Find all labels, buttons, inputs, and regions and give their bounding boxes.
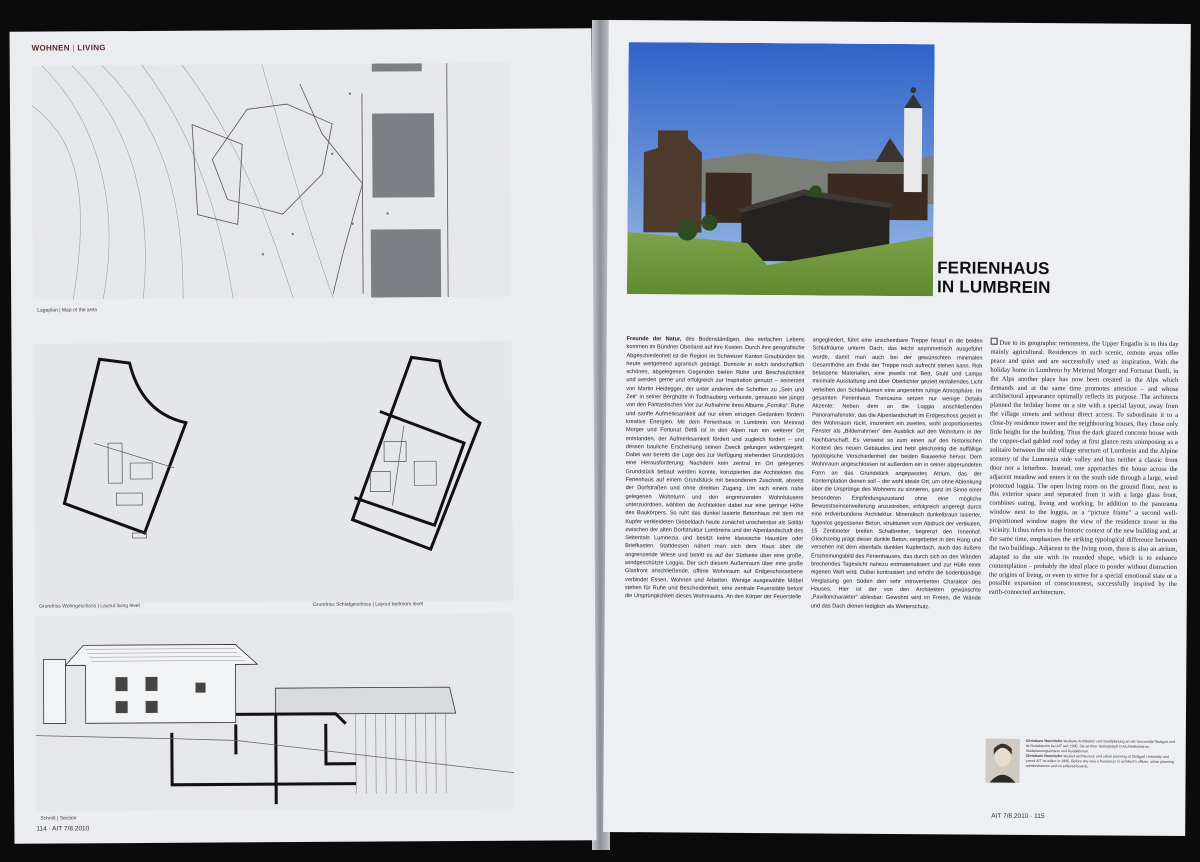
section-label: WOHNEN: [31, 43, 70, 53]
title-line-1: FERIENHAUS: [937, 258, 1050, 279]
title-line-2: IN LUMBREIN: [936, 277, 1051, 298]
page-number-right: AIT 7/8.2010 · 115: [991, 812, 1045, 821]
article-text-german-1: Freunde der Natur, des Bodenständigen, des einfachen Lebens kommen im Bündner Oberland auf ihre Kosten. Durch ihre geografische Abgeschiedenheit ist die Region im Schweizer Kanton Graubünden bis heute weitgehend agrarisch geprägt. Domizile in solch landschaftlich schönen, abgelegenen Gegenden bieten Ruhe und Beschaulichkeit und werden gerne und erfolgreich zur Inspiration genutzt – seinerzeit von Martin Heidegger, der unter anderem die Schriften zu „Sein und Zeit“ in seiner Berghütte in Todtnauberg verfasste, genauso wie jüngst von den Fantastischen Vier zur Aufnahme ihres Albums „Fornika“. Ruhe und sanfte Aufmerksamkeit auf nur einen einzigen Gedanken fördern kreative Energien. Mit dem Ferienhaus in Lumbrein von Meinrad Morger und Fortunat Dettli ist in den Alpen nun ein weiterer Ort entstanden, der Aufmerksamkeit fördert und zugleich fordert – und dessen bauliche Erscheinung seinen Zweck gelungen widerspiegelt. Dabei war bereits die Lage des zur Verfügung stehenden Grundstücks eine Herausforderung: Nachdem kein zentral im Ort gelegenes Grundstück bebaut werden konnte, konzipierten die Architekten das Ferienhaus auf einem Grundstück mit besonderem Zuschnitt, abseits der Dorfstraßen und ohne direkten Zugang. Um sich einem nahe gelegenen Wohnturm und den angrenzenden Wohnhäusern unterzuordnen, wählten die Architekten dabei nur eine geringe Höhe des Baukörpers. So ruht das dunkel lasierte Betonhaus mit dem mit Kupfer verkleideten Giebeldach heute zunächst unscheinbar als Solitär zwischen der alten Dorfstruktur Lumbreins und der Alpenlandschaft des Seitentals Lumnezia und besitzt keine klassische Haustüre oder Briefkasten. Stattdessen nähert man sich dem Haus über die angrenzende Wiese und betritt es auf der Südseite über eine große, windgeschützte Loggia. Der sich diesem Außenraum über eine große Glasfront anschließende, offene Wohnraum auf Erdgeschossebene verbindet Essen, Wohnen und Arbeiten. Wenige ausgewählte Möbel stehen für Ruhe und Bescheidenheit, eine zentrale Feuerstätte betont die Ursprünglichkeit dieses Wohnraums. An den Körper der Feuerstelle: [624, 336, 805, 601]
caption-section: Schnitt | Section: [40, 815, 77, 822]
house-photo: [627, 42, 935, 296]
floor-plans-panel: [33, 341, 513, 604]
article-text-english: Due to its geographic remoteness, the Upper Engadin is to this day mainly agricultural. Residences in such scenic, remote areas offer peace and quiet and are successfully used as inspiration. With the holiday home in Lumbrein by Meinrad Morger and Fortunat Dettli, in the Alps another place has now been created in the Alps which demands and at the same time promotes attention – and whose architectural appearance optimally reflects its purpose. The architects planned the holiday home on a site with a special layout, away from the village streets and without direct access. To subordinate it to a close-by residence tower and the neighbouring houses, they chose only little height for the building. Thus the dark glazed concrete house with the copper-clad gabled roof today at first glance rests unimposing as a solitaire between the old village structure of Lumbrein and the Alpine scenery of the Lumnezia side valley and has neither a classic front door nor a letterbox. Instead, one approaches the house across the adjacent meadow and enters it on the south side through a large, wind protected loggia. The open living room on the ground floor, next to this exterior space and separated from it with a large glass front, combines eating, living and working. In addition to the panorama window next to the loggia, as a “picture frame” a second well-proportioned window stages the view of the residence tower in the vicinity. It thus refers to the historic context of the new building and, at the same time, emphasizes the striking typological difference between the two buildings. Adjacent to the living room, there is also an atrium, adapted to the site with its rounded shape, which is to enhance contemplation – probably the ideal place to ponder without distraction the origins of living, or even to strive for a special emotional state or a possible expansion of consciousness, successfully inspired by the earth-connected architecture.: [988, 338, 1179, 735]
article-title: [937, 258, 1051, 297]
section-header: WOHNEN | LIVING: [31, 43, 106, 53]
section-label-en: LIVING: [77, 43, 106, 53]
floor-plan-bedrooms: [352, 357, 481, 550]
lead-in: Freunde der Natur,: [626, 336, 682, 343]
square-bullet-icon: [991, 338, 998, 345]
site-plan-drawing: [32, 63, 511, 300]
bio-text: Christiane Nunnhofer studierte Architektur und Stadtplanung an der Universität Stuttgart und ist Redakteurin bei AIT seit 1995. Sie ist Ihrer Heimatstadt in Architekturbüros, Stadtplanungsämtern und Redaktionen. Christiane Nunnhofer studied architecture and urban planning at Stuttgart University and joined AIT as editor in 1995. Before she was a freelancer in architect's offices, urban planning administrations and on editorial boards.: [1025, 738, 1176, 769]
section-drawing: [35, 613, 514, 812]
caption-floor-living: Grundriss Wohngeschoss | Layout living level: [39, 603, 140, 610]
author-bio: [985, 739, 1177, 788]
article-text-german-2: angegliedert, führt eine unscheinbare Treppe hinauf in die beiden Schlafräume unterm Dach, das leicht asymmetrisch ausgeführt wurde, damit man auch bei der gewünschten minimalen Gesamthöhe am Ende der Treppe noch aufrecht stehen kann. Roh belassene Materialien, eine jeweils mit Bett, Stuhl und Lampe minimale Ausstattung und über Oberlichter gezielt einfallendes Licht verleihen den Schlafräumen eine angenehm ruhige Atmosphäre. Im gesamten Ferienhaus Trancauna setzen nur wenige Details Akzente: Neben dem an die Loggia anschließenden Panoramafenster, das die Alpenlandschaft im Erdgeschoss gezielt in den Wohnraum rückt, inszeniert ein zweites, wohl proportioniertes Fenster als „Bilderrahmen“ den Ausblick auf den Wohnturm in der Nachbarschaft. Es verweist so zum einen auf den historischen Kontext des neuen Gebäudes und hebt gleichzeitig die auffällige typologische Verschiedenheit der beiden Bauwerke hervor. Dem Wohnraum angeschlossen ist außerdem ein in seiner abgerundeten Form an das Grundstück angepasstes Atrium, das der Kontemplation dienen soll – der wohl ideale Ort, um ohne Ablenkung über die Ursprünge des Wohnens zu sinnieren, ganz im Sinne einer besonderen Empfindungszustand ohne eine mögliche Bewusstseinserweiterung anzustreben, erfolgreich angeregt durch eine erdverbundene Architektur. Mineralisch dunkelbraun lasierter, fugenlos gegossener Beton, strukturiert vom Abdruck der vertikalen, 15 Zentimeter breiten Schalbretter, begrenzt den Innenhof. Gleichzeitig prägt dieser dunkle Beton, eingebettet in den Hang und versehen mit dem ebenfalls dunklen Kupferdach, auch das äußere Erscheinungsbild des Ferienhauses, das durch sich an den Wänden brechendes Tageslicht nahezu entmaterialisiert und zur Hülle einer eigenen Welt wird. Dabei kontrastiert und erhöht die bodenbündige Verglasung gen Süden den sehr introvertierten Charakter des Hauses. Hier ist der von den Architekten gewünschte „Pavilloncharakter“ ablesbar: Gewohnt wird im Freien, die Wände und das Dach dienen lediglich als Wetterschutz.: [810, 337, 983, 610]
author-portrait: [986, 739, 1020, 783]
floor-plan-living: [64, 359, 187, 534]
caption-site-plan: Lageplan | Map of the area: [37, 307, 97, 314]
page-number-left: 114 · AIT 7/8.2010: [36, 825, 90, 833]
caption-floor-bedrooms: Grundriss Schlafgeschoss | Layout bedroom level: [313, 601, 424, 608]
left-page: [10, 28, 597, 844]
right-page: [603, 20, 1191, 836]
